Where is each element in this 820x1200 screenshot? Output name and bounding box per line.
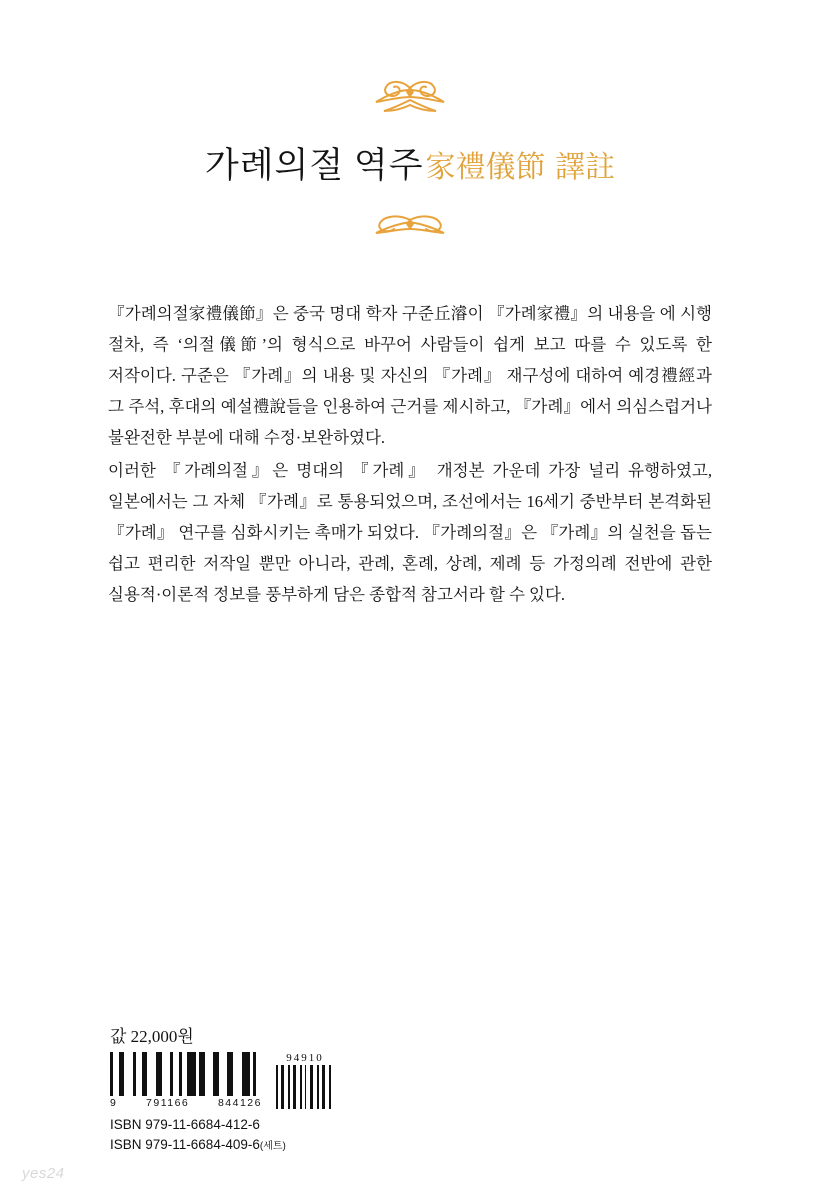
addon-barcode	[276, 1052, 334, 1109]
book-title-block	[0, 138, 820, 188]
ean-barcode-bars	[110, 1052, 262, 1096]
blurb-paragraph-2: 이러한 『가례의절』은 명대의 『가례』 개정본 가운데 가장 널리 유행하였고, 일본에서는 그 자체 『가례』로 통용되었으며, 조선에서는 16세기 중반부터 본격화된 『가례』 연구를 심화시키는 촉매가 되었다. 『가례의절』은 『가례』의 실천을 돕는 쉽고 편리한 저작일 뿐만 아니라, 관례, 혼례, 상례, 제례 등 가정의례 전반에 관한 실용적·이론적 정보를 풍부하게 담은 종합적 참고서라 할 수 있다.	[108, 461, 712, 605]
ean-barcode-digits	[110, 1097, 262, 1109]
ean-digit-first: 9	[110, 1097, 118, 1109]
flourish-ornament-bottom	[0, 208, 820, 252]
addon-barcode-label: 94910	[286, 1052, 324, 1064]
isbn-set: ISBN 979-11-6684-409-6	[110, 1136, 260, 1152]
ean-digits-right-group: 844126	[217, 1097, 262, 1109]
blurb-text	[108, 298, 712, 610]
addon-barcode-bars	[276, 1065, 334, 1109]
ean-barcode	[110, 1052, 262, 1109]
isbn-set-suffix: (세트)	[259, 1140, 286, 1152]
price-label: 값 22,000원	[110, 1027, 194, 1046]
isbn-block	[110, 1115, 334, 1154]
site-watermark: yes24	[22, 1165, 65, 1182]
blurb-paragraph-1: 『가례의절家禮儀節』은 중국 명대 학자 구준丘濬이 『가례家禮』의 내용을 에 시행 절차, 즉 ‘의절儀節’의 형식으로 바꾸어 사람들이 쉽게 보고 따를 수 있도록 한 저작이다. 구준은 『가례』의 내용 및 자신의 『가례』 재구성에 대하여 예경禮經과 그 주석, 후대의 예설禮說들을 인용하여 근거를 제시하고, 『가례』에서 의심스럽거나 불완전한 부분에 대해 수정·보완하였다.	[108, 304, 712, 448]
book-title-korean: 가례의절 역주	[204, 146, 424, 185]
barcode-area	[110, 1052, 334, 1154]
book-title-hanja: 家禮儀節 譯註	[425, 150, 616, 185]
flourish-ornament-top	[0, 78, 820, 124]
isbn-main: ISBN 979-11-6684-412-6	[110, 1117, 260, 1132]
ean-digits-left-group: 791166	[146, 1097, 190, 1109]
isbn-set-line	[110, 1135, 334, 1155]
